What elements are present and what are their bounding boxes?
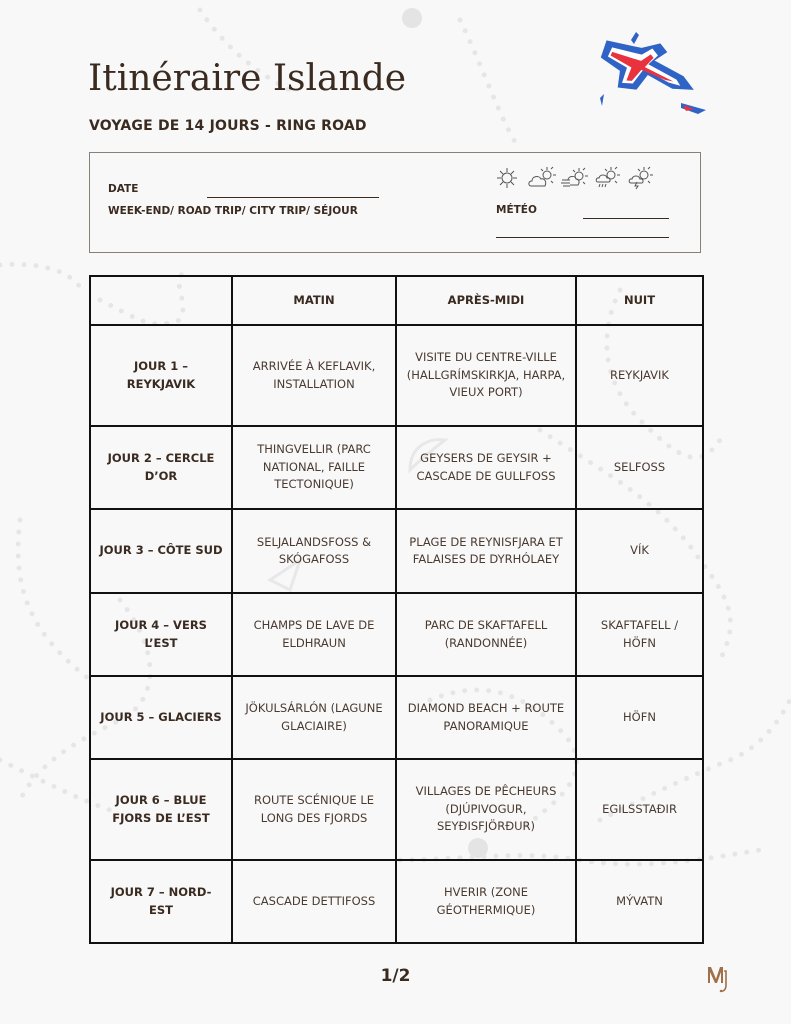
matin-cell: JÖKULSÁRLÓN (LAGUNE GLACIAIRE) (232, 676, 396, 759)
mj-logo-icon (705, 963, 731, 995)
page-number: 1/2 (380, 966, 411, 986)
nuit-cell: MÝVATN (576, 860, 703, 943)
table-row (90, 593, 703, 676)
apres-midi-cell: PLAGE DE REYNISFJARA ET FALAISES DE DYRHÓLAEY (396, 509, 576, 593)
nuit-cell: SKAFTAFELL / HÖFN (576, 593, 703, 676)
apres-midi-cell: GEYSERS DE GEYSIR + CASCADE DE GULLFOSS (396, 426, 576, 509)
weather-icon-row (494, 166, 652, 190)
storm-sun-icon[interactable] (626, 166, 652, 190)
apres-midi-cell: PARC DE SKAFTAFELL (RANDONNÉE) (396, 593, 576, 676)
nuit-cell: VÍK (576, 509, 703, 593)
nuit-cell: HÖFN (576, 676, 703, 759)
trip-type-options: WEEK-END/ ROAD TRIP/ CITY TRIP/ SÉJOUR (108, 205, 358, 217)
table-row (90, 759, 703, 860)
page-subtitle: VOYAGE DE 14 JOURS - RING ROAD (89, 118, 367, 134)
nuit-cell: SELFOSS (576, 426, 703, 509)
column-header-day (90, 276, 232, 325)
day-cell: JOUR 6 – BLUE FJORS DE L’EST (90, 759, 232, 860)
column-header-apres-midi: APRÈS-MIDI (396, 276, 576, 325)
apres-midi-cell: HVERIR (ZONE GÉOTHERMIQUE) (396, 860, 576, 943)
table-header-row (90, 276, 703, 325)
itinerary-table (89, 275, 704, 944)
sun-icon[interactable] (494, 166, 520, 190)
table-row (90, 509, 703, 593)
column-header-matin: MATIN (232, 276, 396, 325)
matin-cell: ARRIVÉE À KEFLAVIK, INSTALLATION (232, 325, 396, 426)
matin-cell: CHAMPS DE LAVE DE ELDHRAUN (232, 593, 396, 676)
cloud-sun-icon[interactable] (527, 166, 553, 190)
apres-midi-cell: DIAMOND BEACH + ROUTE PANORAMIQUE (396, 676, 576, 759)
matin-cell: SELJALANDSFOSS & SKÓGAFOSS (232, 509, 396, 593)
day-cell: JOUR 7 – NORD-EST (90, 860, 232, 943)
date-label: DATE (108, 183, 139, 195)
date-input-line[interactable] (207, 197, 379, 198)
table-row (90, 426, 703, 509)
matin-cell: CASCADE DETTIFOSS (232, 860, 396, 943)
weather-label: MÉTÉO (496, 204, 537, 216)
table-row (90, 860, 703, 943)
iceland-flag-map-icon (586, 28, 716, 118)
apres-midi-cell: VISITE DU CENTRE-VILLE (HALLGRÍMSKIRKJA, HARPA, VIEUX PORT) (396, 325, 576, 426)
nuit-cell: REYKJAVIK (576, 325, 703, 426)
day-cell: JOUR 5 – GLACIERS (90, 676, 232, 759)
rain-sun-icon[interactable] (593, 166, 619, 190)
nuit-cell: EGILSSTAÐIR (576, 759, 703, 860)
day-cell: JOUR 4 – VERS L’EST (90, 593, 232, 676)
column-header-nuit: NUIT (576, 276, 703, 325)
day-cell: JOUR 1 – REYKJAVIK (90, 325, 232, 426)
wind-sun-icon[interactable] (560, 166, 586, 190)
matin-cell: THINGVELLIR (PARC NATIONAL, FAILLE TECTONIQUE) (232, 426, 396, 509)
matin-cell: ROUTE SCÉNIQUE LE LONG DES FJORDS (232, 759, 396, 860)
day-cell: JOUR 3 – CÔTE SUD (90, 509, 232, 593)
weather-input-line[interactable] (583, 218, 669, 219)
table-row (90, 676, 703, 759)
day-cell: JOUR 2 – CERCLE D’OR (90, 426, 232, 509)
apres-midi-cell: VILLAGES DE PÊCHEURS (DJÚPIVOGUR, SEYÐISFJÖRÐUR) (396, 759, 576, 860)
weather-notes-line[interactable] (496, 237, 669, 238)
table-row (90, 325, 703, 426)
page-title: Itinéraire Islande (88, 58, 407, 99)
